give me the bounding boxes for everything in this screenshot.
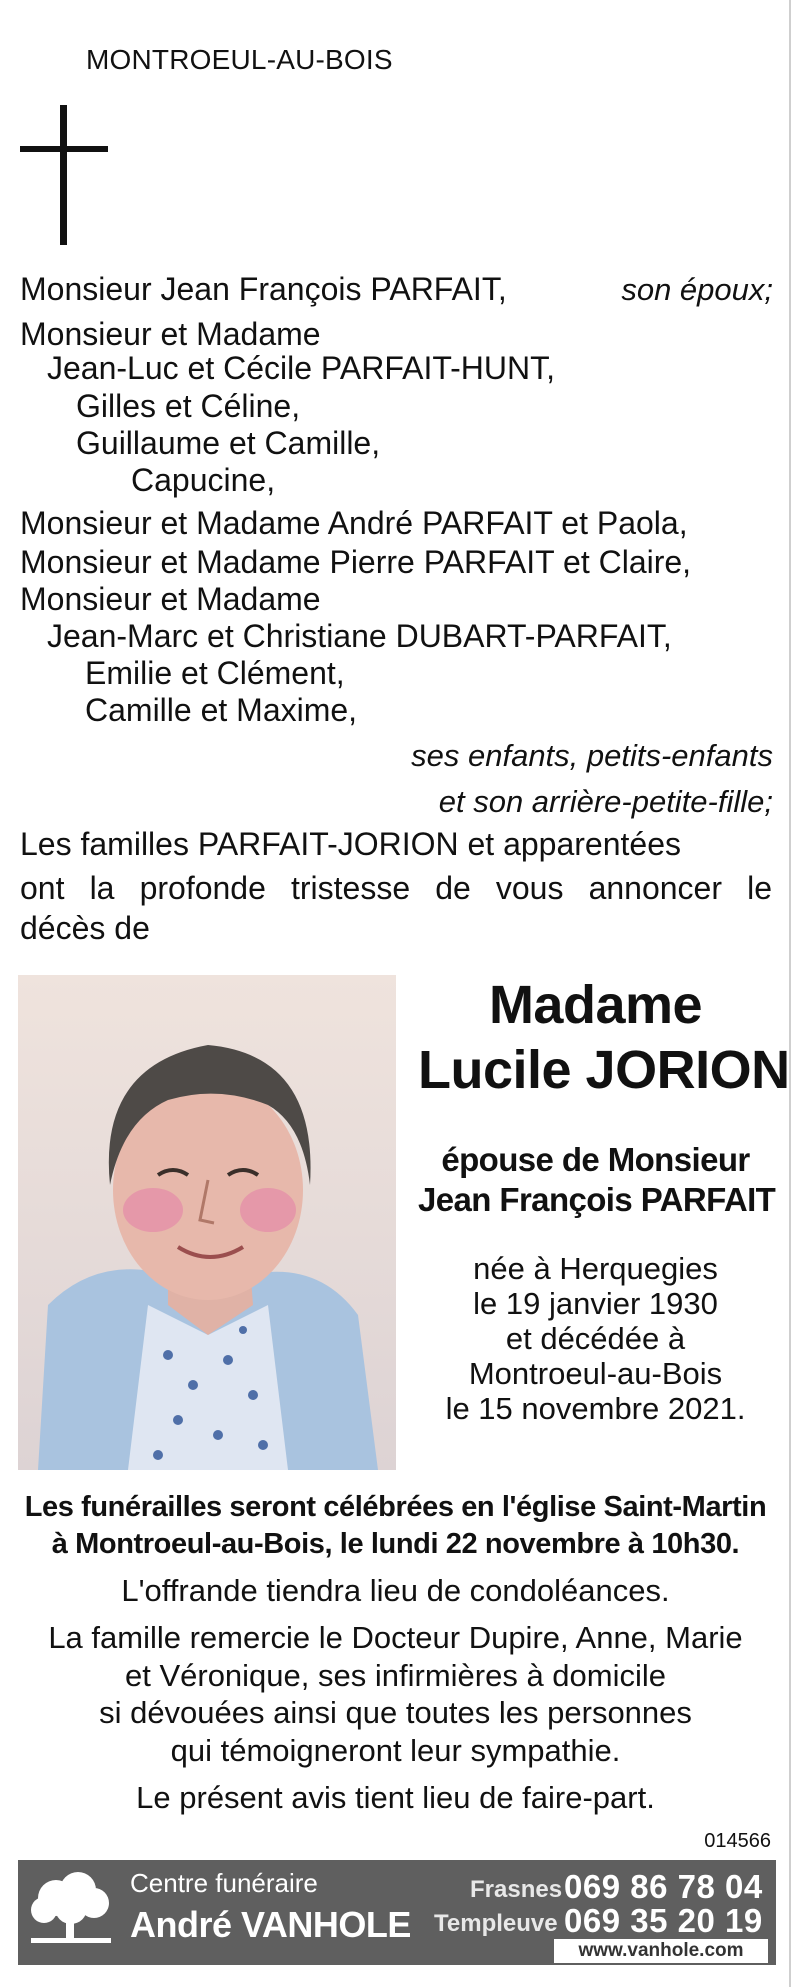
mourner-line: Camille et Maxime, [85, 692, 358, 728]
mourner-line: Jean-Luc et Cécile PARFAIT-HUNT, [47, 350, 556, 386]
offering-line: L'offrande tiendra lieu de condoléances. [121, 1573, 670, 1608]
mourner-line: Monsieur et Madame André PARFAIT et Paola, [20, 505, 688, 541]
mourner-line: Monsieur et Madame Pierre PARFAIT et Claire, [20, 544, 692, 580]
thanks-line: La famille remercie le Docteur Dupire, Anne, Marie [48, 1620, 743, 1655]
families-line: Les familles PARFAIT-JORION et apparentées [20, 826, 681, 862]
reference-number: 014566 [704, 1830, 771, 1852]
spouse-role: son époux; [621, 272, 773, 307]
mourner-line: Jean-Marc et Christiane DUBART-PARFAIT, [47, 618, 672, 654]
city-templeuve: Templeuve [434, 1910, 558, 1937]
spouse-name: Monsieur Jean François PARFAIT, [20, 271, 507, 307]
mourner-line: Monsieur et Madame [20, 581, 321, 617]
spouse-line: épouse de Monsieur [441, 1141, 750, 1178]
portrait-photo [18, 975, 396, 1470]
funeral-info-2: à Montroeul-au-Bois, le lundi 22 novembre à 10h30. [51, 1528, 740, 1560]
town-heading: MONTROEUL-AU-BOIS [86, 44, 393, 75]
faire-part-notice: Le présent avis tient lieu de faire-part. [136, 1780, 655, 1815]
funeral-home-name: André VANHOLE [130, 1904, 411, 1945]
thanks-line: si dévouées ainsi que toutes les personnes [99, 1695, 692, 1730]
announcement-line-2: décès de [20, 910, 150, 946]
deceased-title: Madame [488, 975, 703, 1035]
funeral-home-banner [18, 1860, 776, 1965]
mourner-line: Gilles et Céline, [76, 388, 301, 424]
birth-death-line: Montroeul-au-Bois [468, 1356, 723, 1391]
birth-death-line: et décédée à [505, 1321, 686, 1356]
thanks-line: et Véronique, ses infirmières à domicile [124, 1658, 667, 1693]
city-frasnes: Frasnes [470, 1876, 563, 1903]
phone-frasnes[interactable]: 069 86 78 04 [564, 1868, 763, 1905]
birth-death-line: le 15 novembre 2021. [445, 1391, 746, 1426]
funeral-info: Les funérailles seront célébrées en l'église Saint-Martin [24, 1491, 767, 1523]
mourner-line: Emilie et Clément, [85, 655, 345, 691]
website-link[interactable]: www.vanhole.com [554, 1939, 768, 1963]
children-role: ses enfants, petits-enfants [411, 738, 773, 773]
spouse-line-2: Jean François PARFAIT [418, 1181, 776, 1218]
phone-templeuve[interactable]: 069 35 20 19 [564, 1902, 763, 1939]
thanks-line: qui témoigneront leur sympathie. [170, 1733, 621, 1768]
birth-death-line: née à Herquegies [473, 1251, 718, 1286]
announcement-line: ont la profonde tristesse de vous annoncer le [20, 870, 772, 906]
funeral-home-label: Centre funéraire [130, 1868, 318, 1898]
deceased-name: Lucile JORION [418, 1040, 790, 1100]
tree-icon [26, 1870, 116, 1950]
birth-death-line: le 19 janvier 1930 [473, 1286, 718, 1321]
mourner-line: Monsieur et Madame [20, 316, 321, 352]
children-role-2: et son arrière-petite-fille; [438, 784, 773, 819]
mourner-line: Guillaume et Camille, [76, 425, 381, 461]
mourner-line: Capucine, [131, 462, 276, 498]
